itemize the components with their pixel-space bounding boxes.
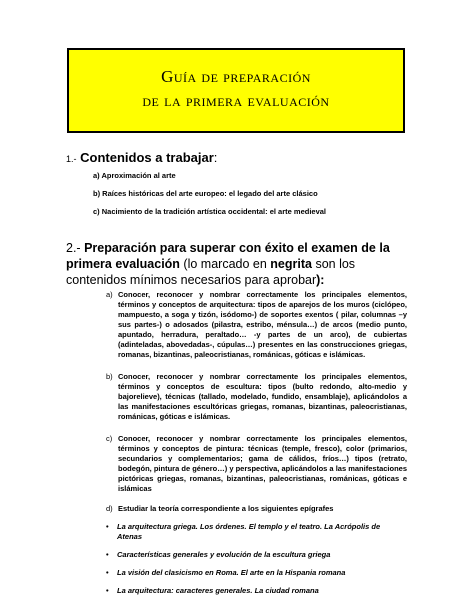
list-item <box>106 434 407 494</box>
list-item <box>106 290 407 360</box>
bullet-item <box>106 550 406 560</box>
bullet-icon: • <box>106 568 109 577</box>
list-marker: c) <box>106 434 113 443</box>
list-item <box>106 372 407 422</box>
bullet-text: La visión del clasicismo en Roma. El arte en la Hispania romana <box>117 568 346 577</box>
list-text: Estudiar la teoría correspondiente a los siguientes epígrafes <box>118 504 334 513</box>
section-1-item: b) Raíces históricas del arte europeo: el legado del arte clásico <box>93 189 318 198</box>
list-marker: a) <box>106 290 113 299</box>
title-box <box>67 48 405 133</box>
bullet-list <box>106 522 406 604</box>
bullet-icon: • <box>106 586 109 595</box>
bullet-icon: • <box>106 550 109 559</box>
bullet-text: La arquitectura griega. Los órdenes. El templo y el teatro. La Acrópolis de Atenas <box>117 522 381 541</box>
list-text: Conocer, reconocer y nombrar correctamente los principales elementos, términos y conceptos de escultura: tipos (bulto redondo, alto-medio y bajorelieve), técnicas (tallado, modelado, fundido, ensamblaje), aplicándolos a las manifestaciones escultóricas griegas, romanas, bizantinas, paleocristianas, románicas, góticas e islámicas. <box>118 372 407 421</box>
bullet-item <box>106 586 406 596</box>
list-text: Conocer, reconocer y nombrar correctamente los principales elementos, términos y conceptos de arquitectura: tipos de aparejos de los muros (ciclópeo, mampuesto, a soga y tizón, isódomo-) de soportes exentos ( pilar, columnas –y sus partes-) o adosados (pilastra, estribo, ménsula…) de arcos (medio punto, apuntado, herradura, peraltado… -y partes de un arco), de cubiertas (adinteladas, abovedadas-, cúpulas…) presentes en las construcciones griegas, romanas, bizantinas, paleocristianas, románicas, góticas e islámicas. <box>118 290 407 359</box>
bullet-item <box>106 568 406 578</box>
bullet-text: Características generales y evolución de la escultura griega <box>117 550 331 559</box>
title-line-2: de la primera evaluación <box>142 91 330 110</box>
section-1-colon: : <box>213 150 218 165</box>
list-text: Conocer, reconocer y nombrar correctamente los principales elementos, términos y conceptos de pintura: técnicas (temple, fresco), color (primarios, secundarios y complementarios; gama de cálidos, fríos…) tipos (retrato, bodegón, pintura de género…) y perspectiva, aplicándolos a las manifestaciones pictóricas griegas, romanas, bizantinas, paleocristianas, románicas, góticas e islámicas <box>118 434 407 493</box>
section-2-text-2: lo marcado en <box>187 257 271 271</box>
section-1-number: 1.- <box>66 154 77 164</box>
section-2-bold-1: Preparación para superar con éxito el examen de la primera evaluación <box>66 241 390 271</box>
section-1-heading <box>66 150 217 165</box>
bullet-icon: • <box>106 522 109 531</box>
section-1-item: c) Nacimiento de la tradición artística occidental: el arte medieval <box>93 207 326 216</box>
section-2-text-4: ): <box>316 273 325 287</box>
list-marker: b) <box>106 372 113 381</box>
section-1-label: Contenidos a trabajar <box>80 150 214 165</box>
bullet-item <box>106 522 406 542</box>
list-item <box>106 504 407 514</box>
title-line-1: Guía de preparación <box>161 67 311 86</box>
section-2-bold-2: negrita <box>270 257 312 271</box>
list-marker: d) <box>106 504 113 513</box>
section-2-heading <box>66 240 414 288</box>
section-2-text-1: ( <box>179 257 188 271</box>
section-1-item: a) Aproximación al arte <box>93 171 176 180</box>
bullet-text: La arquitectura: caracteres generales. La ciudad romana <box>117 586 319 595</box>
section-2-number: 2.- <box>66 241 81 255</box>
section-2-text-3: son los contenidos mínimos necesarios para aprobar <box>66 257 356 287</box>
